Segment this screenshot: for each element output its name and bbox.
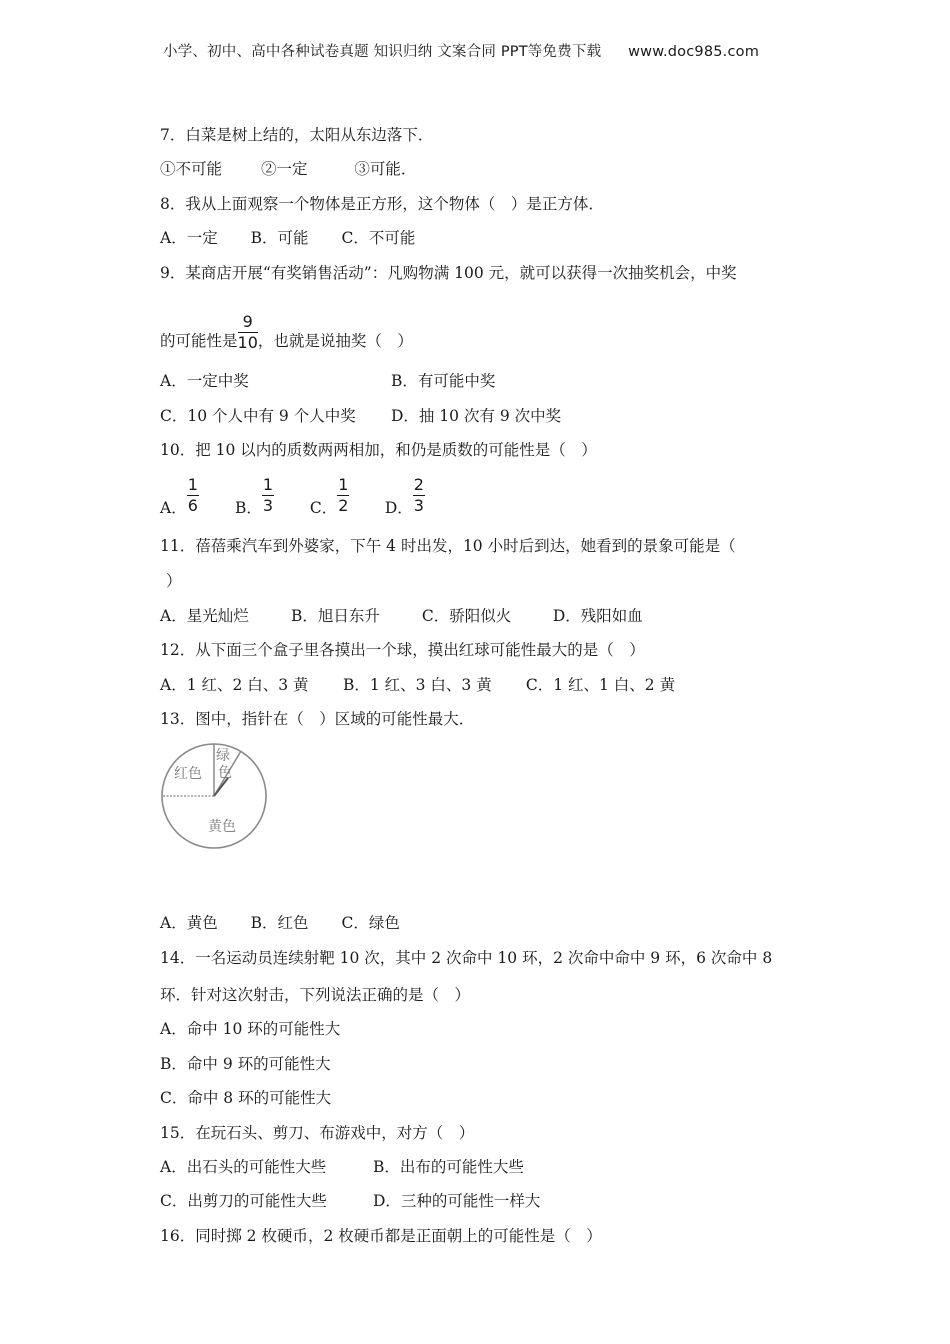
q7-stem: 7．白菜是树上结的，太阳从东边落下．	[160, 126, 434, 144]
header-site: www.doc985.com	[628, 44, 760, 60]
fraction-numerator: 2	[413, 474, 424, 494]
q15-options-row2	[160, 1190, 540, 1212]
q13-options	[160, 912, 400, 934]
fraction-numerator: 1	[187, 474, 198, 494]
q7-options	[160, 158, 416, 180]
option-fraction	[262, 476, 274, 515]
q14-stem-line1: 14．一名运动员连续射靶 10 次，其中 2 次命中 10 环，2 次命中命中 9 环，6 次命中 8	[160, 949, 773, 967]
header-text: 小学、初中、高中各种试卷真题 知识归纳 文案合同 PPT等免费下载	[163, 44, 602, 60]
q11-stem-line2: ）	[166, 572, 182, 590]
q10-option-d	[385, 474, 425, 528]
q12-options	[160, 674, 675, 696]
q15-option-a: A．出石头的可能性大些	[160, 1158, 327, 1176]
q8-option-a: A．一定	[160, 229, 218, 247]
q10-stem: 10．把 10 以内的质数两两相加，和仍是质数的可能性是（ ）	[160, 441, 597, 459]
fraction-numerator: 1	[338, 474, 349, 494]
q10-option-b	[235, 474, 305, 528]
q15-option-c: C．出剪刀的可能性大些	[160, 1192, 327, 1210]
q14-stem-line2: 环．针对这次射击，下列说法正确的是（ ）	[160, 986, 471, 1004]
q9-option-b: B．有可能中奖	[390, 372, 496, 390]
fraction-denominator: 6	[187, 495, 198, 515]
option-letter: C．	[309, 499, 338, 517]
q9-options-row1	[160, 370, 495, 392]
q14-option-a: A．命中 10 环的可能性大	[160, 1020, 341, 1038]
spinner-pie-figure	[158, 740, 270, 852]
q13-option-c: C．绿色	[341, 914, 400, 932]
q12-stem: 12．从下面三个盒子里各摸出一个球，摸出红球可能性最大的是（ ）	[160, 641, 645, 659]
q10-option-a	[160, 474, 230, 528]
q12-option-c: C．1 红、1 白、2 黄	[525, 676, 676, 694]
q8-options	[160, 227, 415, 249]
q15-option-b: B．出布的可能性大些	[372, 1158, 524, 1176]
q9-option-c: C．10 个人中有 9 个人中奖	[160, 407, 356, 425]
option-letter: B．	[234, 499, 262, 517]
q13-option-a: A．黄色	[160, 914, 218, 932]
q13-option-b: B．红色	[250, 914, 309, 932]
q15-stem: 15．在玩石头、剪刀、布游戏中，对方（ ）	[160, 1124, 475, 1142]
q14-option-b: B．命中 9 环的可能性大	[160, 1055, 331, 1073]
q10-options	[160, 474, 425, 528]
option-fraction	[337, 476, 349, 515]
option-fraction	[187, 476, 199, 515]
pie-label-green-bottom: 色	[218, 765, 232, 781]
q15-option-d: D．三种的可能性一样大	[372, 1192, 541, 1210]
q13-stem: 13．图中，指针在（ ）区域的可能性最大．	[160, 710, 475, 728]
q9-options-row2	[160, 405, 561, 427]
q11-stem-line1: 11．蓓蓓乘汽车到外婆家，下午 4 时出发，10 小时后到达，她看到的景象可能是（	[160, 537, 736, 555]
fraction-numerator: 1	[262, 474, 274, 494]
q8-option-b: B．可能	[250, 229, 309, 247]
fraction-numerator: 9	[238, 313, 258, 333]
q9-stem-line1: 9．某商店开展“有奖销售活动”：凡购物满 100 元，就可以获得一次抽奖机会，中奖	[160, 264, 737, 282]
q16-stem: 16．同时掷 2 枚硬币，2 枚硬币都是正面朝上的可能性是（ ）	[160, 1227, 602, 1245]
page-header	[163, 40, 759, 61]
q14-option-c: C．命中 8 环的可能性大	[160, 1089, 332, 1107]
pie-label-green-top: 绿	[216, 748, 230, 764]
q8-option-c: C．不可能	[341, 229, 416, 247]
q9-stem-prefix: 的可能性是	[160, 332, 238, 350]
q11-option-b: B．旭日东升	[290, 607, 380, 625]
q10-option-c	[310, 474, 380, 528]
q11-option-d: D．残阳如血	[552, 607, 643, 625]
q15-options-row1	[160, 1156, 524, 1178]
q11-option-a: A．星光灿烂	[160, 607, 249, 625]
q9-stem-suffix: ，也就是说抽奖（ ）	[257, 332, 413, 350]
fraction-denominator: 3	[413, 495, 424, 515]
option-letter: A．	[160, 499, 187, 517]
q8-stem: 8．我从上面观察一个物体是正方形，这个物体（ ）是正方体．	[160, 195, 604, 213]
q7-option-3: ③可能．	[354, 160, 417, 178]
pie-label-red: 红色	[174, 766, 202, 782]
fraction-denominator: 10	[237, 333, 258, 352]
option-fraction	[413, 476, 425, 515]
q12-option-a: A．1 红、2 白、3 黄	[160, 676, 309, 694]
option-letter: D．	[384, 499, 413, 517]
q11-options	[160, 605, 643, 627]
q7-option-2: ②一定	[260, 160, 308, 178]
q7-option-1: ①不可能	[160, 160, 223, 178]
q9-option-d: D．抽 10 次有 9 次中奖	[390, 407, 562, 425]
fraction-denominator: 3	[262, 495, 274, 515]
q12-option-b: B．1 红、3 白、3 黄	[342, 676, 492, 694]
pie-label-yellow: 黄色	[208, 819, 236, 835]
q9-option-a: A．一定中奖	[160, 372, 249, 390]
q11-option-c: C．骄阳似火	[421, 607, 512, 625]
q9-fraction	[238, 313, 258, 352]
fraction-denominator: 2	[338, 495, 349, 515]
q9-stem-line2	[160, 313, 413, 361]
